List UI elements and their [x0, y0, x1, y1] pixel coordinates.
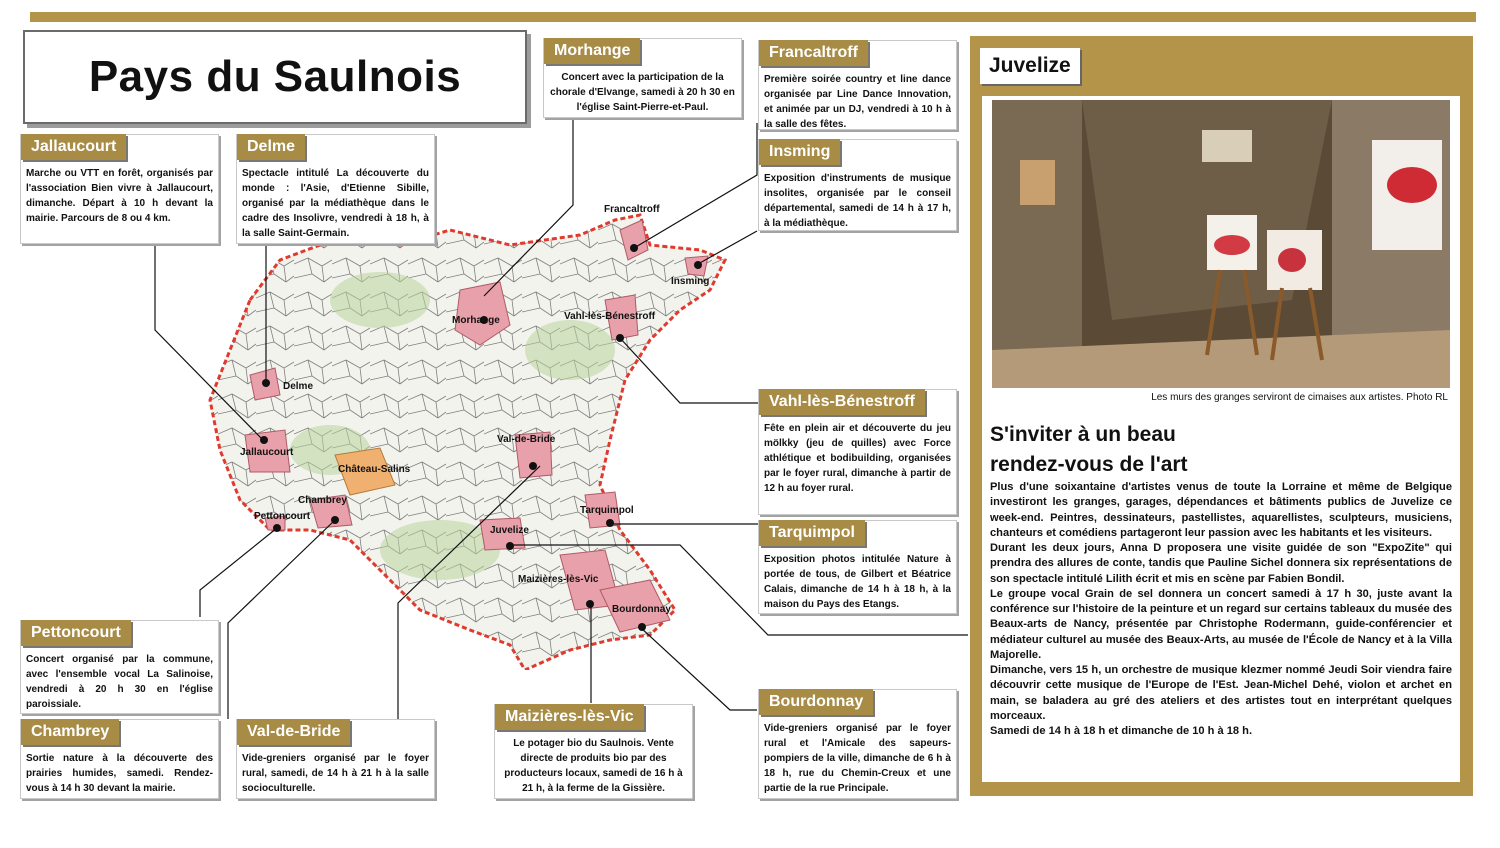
event-text: Marche ou VTT en forêt, organisés par l'association Bien vivre à Jallaucourt, dimanche. Départ à 10 h devant la mairie. Parcours de 8 ou 4 km. — [26, 168, 213, 224]
event-title: Insming — [759, 139, 840, 165]
article-paragraph: Durant les deux jours, Anna D proposera une visite guidée de son "ExpoZite" qui prendra des allures de conte, tandis que Pauline Sichel donnera six représentations de son spectacle intitulé Lilith écrit et mis en scène par Fabien Bondil. — [990, 542, 1452, 585]
event-chambrey — [20, 719, 219, 799]
event-bourdonnay — [758, 689, 957, 799]
map-label-chambrey: Chambrey — [298, 495, 347, 506]
article-paragraph: Dimanche, vers 15 h, un orchestre de musique klezmer nommé Jeudi Soir viendra faire découvrir cette musique de l'Europe de l'Est. Jean-Michel Dehé, violon et archet en main, se baladera au gré des ateliers et des artistes tout en interprétant quelques morceaux. — [990, 664, 1452, 722]
event-title: Tarquimpol — [759, 520, 865, 546]
event-text: Concert avec la participation de la chorale d'Elvange, samedi à 20 h 30 en l'église Saint-Pierre-et-Paul. — [550, 72, 735, 113]
event-title: Morhange — [544, 38, 640, 64]
article-paragraph: Samedi de 14 h à 18 h et dimanche de 10 h à 18 h. — [990, 725, 1253, 737]
event-francaltroff — [758, 40, 957, 130]
panel-header: Juvelize — [980, 48, 1080, 84]
gallery-photo — [992, 100, 1450, 388]
event-pettoncourt — [20, 620, 219, 714]
event-text: Fête en plein air et découverte du jeu mölkky (jeu de quilles) avec Force athlétique et bodibuilding, organisées par le foyer rural, dimanche à partir de 12 h au foyer rural. — [764, 423, 951, 494]
panel-body — [982, 96, 1460, 782]
event-text: Première soirée country et line dance organisée par Line Dance Innovation, et animée par un DJ, vendredi à 10 h à la salle des fêtes. — [764, 74, 951, 130]
event-text: Exposition photos intitulée Nature à portée de tous, de Gilbert et Béatrice Calais, dimanche de 14 h à 18 h, à la maison du Pays des Etangs. — [764, 554, 951, 610]
event-delme — [236, 134, 435, 244]
map-label-juvelize: Juvelize — [490, 525, 529, 536]
map-label-francaltroff: Francaltroff — [604, 204, 660, 215]
event-text: Le potager bio du Saulnois. Vente directe de produits bio par des producteurs locaux, samedi de 16 h à 21 h, à la ferme de la Gissière. — [504, 738, 683, 794]
event-text: Concert organisé par la commune, avec l'ensemble vocal La Salinoise, vendredi à 20 h 30 en l'église paroissiale. — [26, 654, 213, 710]
event-text: Vide-greniers organisé par le foyer rural, samedi, de 14 h à 21 h à la salle socioculturelle. — [242, 753, 429, 794]
event-jallaucourt — [20, 134, 219, 244]
event-title: Vahl-lès-Bénestroff — [759, 389, 925, 415]
event-text: Exposition d'instruments de musique insolites, organisée par le conseil départemental, samedi de 14 h à 17 h, à la médiathèque. — [764, 173, 951, 229]
map-label-maizieres: Maizières-lès-Vic — [518, 574, 599, 585]
map-label-delme: Delme — [283, 381, 314, 392]
event-vahl-les-benestroff — [758, 389, 957, 515]
event-title: Val-de-Bride — [237, 719, 350, 745]
map-label-tarquimpol: Tarquimpol — [580, 505, 634, 516]
event-text: Spectacle intitulé La découverte du monde : l'Asie, d'Etienne Sibille, organisé par la médiathèque dans le cadre des Insolivre, vendredi à 18 h, à la salle Saint-Germain. — [242, 168, 429, 239]
article-subtitle: S'inviter à un beau rendez-vous de l'art — [990, 423, 1188, 476]
article-paragraph: Plus d'une soixantaine d'artistes venus de toute la Lorraine et même de Belgique investiront les granges, garages, dépendances et bâtiments publics de Juvelize ce week-end. Peintres, dessinateurs, pastellistes, aquarellistes, sculpteurs, musiciens, chanteurs et comédiens partageront leur passion avec les habitants et les visiteurs. — [990, 481, 1452, 539]
photo-illustration — [992, 100, 1450, 388]
event-text: Sortie nature à la découverte des prairies humides, samedi. Rendez-vous à 14 h 30 devant la mairie. — [26, 753, 213, 794]
map-label-morhange: Morhange — [452, 315, 500, 326]
map-label-pettoncourt: Pettoncourt — [254, 511, 311, 522]
article-text — [990, 480, 1452, 739]
event-maizieres-les-vic — [494, 704, 693, 799]
event-val-de-bride — [236, 719, 435, 799]
map-label-bourdonnay: Bourdonnay — [612, 604, 671, 615]
event-title: Maizières-lès-Vic — [495, 704, 644, 730]
event-title: Francaltroff — [759, 40, 868, 66]
map-label-chateau-salins: Château-Salins — [338, 464, 411, 475]
event-title: Delme — [237, 134, 305, 160]
page-title: Pays du Saulnois — [88, 52, 462, 101]
event-insming — [758, 139, 957, 231]
event-title: Chambrey — [21, 719, 119, 745]
event-text: Vide-greniers organisé par le foyer rural et l'Amicale des sapeurs-pompiers de la ville, dimanche de 6 h à 18 h, rue du Chemin-Creux et une partie de la rue Principale. — [764, 723, 951, 794]
map-label-val-de-bride: Val-de-Bride — [497, 434, 556, 445]
photo-caption: Les murs des granges serviront de cimaises aux artistes. Photo RL — [1151, 392, 1448, 403]
map-label-jallaucourt: Jallaucourt — [240, 447, 294, 458]
event-title: Bourdonnay — [759, 689, 873, 715]
juvelize-panel — [970, 36, 1473, 796]
map-label-vahl: Vahl-lès-Bénestroff — [564, 311, 656, 322]
map-label-insming: Insming — [671, 276, 710, 287]
event-title: Pettoncourt — [21, 620, 131, 646]
event-title: Jallaucourt — [21, 134, 126, 160]
event-tarquimpol — [758, 520, 957, 614]
event-morhange — [543, 38, 742, 118]
article-paragraph: Le groupe vocal Grain de sel donnera un concert samedi à 17 h 30, juste avant la conférence sur l'histoire de la peinture et un regard sur certains tableaux du musée des Beaux-arts de Nancy, présentée par Christophe Rodermann, guide-conférencier et médiateur culturel au musée des Beaux-Arts, au musée de l'École de Nancy et à la Villa Majorelle. — [990, 587, 1452, 661]
